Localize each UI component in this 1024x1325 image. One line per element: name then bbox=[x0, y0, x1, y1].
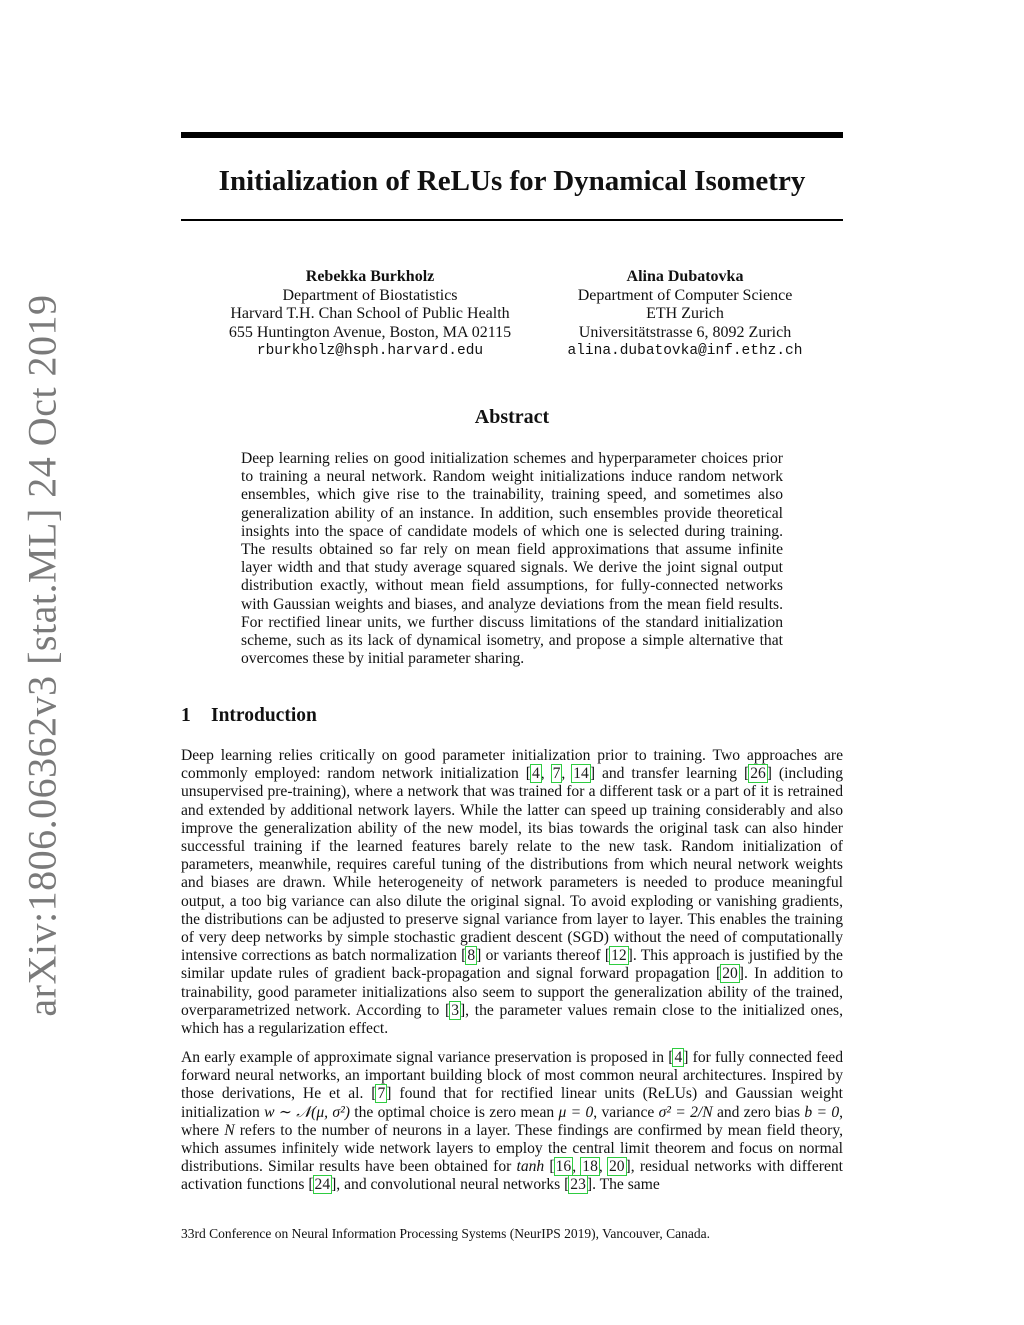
math-expression: b = 0 bbox=[804, 1103, 840, 1121]
abstract-text: Deep learning relies on good initialization schemes and hyperparameter choices prior to training a neural network. Random weight initializations induce random network ensembles, which give rise to the trainability, training speed, and sometimes also generalization ability of an instance. In addition, such ensembles provide theoretical insights into the space of candidate models of which one is selected during training. The results obtained so far rely on mean field approximations that assume infinite layer width and that study average squared signals. We derive the joint signal output distribution exactly, without mean field assumptions, for fully-connected networks with Gaussian weights and biases, and analyze deviations from the mean field results. For rectified linear units, we further discuss limitations of the standard initialization scheme, such as its lack of dynamical isometry, and propose a simple alternative that overcomes these by initial parameter sharing. bbox=[241, 450, 783, 668]
text-run: , where bbox=[181, 1103, 844, 1139]
author-block-2 bbox=[540, 268, 830, 361]
author-name: Alina Dubatovka bbox=[626, 268, 744, 285]
text-run: ], and convolutional neural networks [ bbox=[331, 1176, 570, 1194]
section-title: Introduction bbox=[211, 705, 317, 726]
citation-link[interactable]: 18 bbox=[582, 1158, 598, 1176]
citation-link[interactable]: 4 bbox=[531, 765, 540, 783]
conference-footnote: 33rd Conference on Neural Information Processing Systems (NeurIPS 2019), Vancouver, Canada. bbox=[181, 1226, 710, 1241]
citation-link[interactable]: 23 bbox=[570, 1176, 586, 1194]
text-run: [ bbox=[544, 1158, 555, 1176]
text-run: the optimal choice is zero mean bbox=[349, 1103, 559, 1121]
abstract-heading: Abstract bbox=[474, 406, 550, 428]
text-run: ] or variants thereof [ bbox=[476, 947, 611, 965]
text-run: ] for fully connected feed forward neural networks, an important building block of most common neural architectures. Inspired by those derivations, He et al. [ bbox=[181, 1049, 843, 1103]
citation-link[interactable]: 24 bbox=[314, 1176, 331, 1194]
math-expression: tanh bbox=[516, 1158, 545, 1176]
math-expression: N bbox=[224, 1121, 235, 1139]
citation-link[interactable]: 8 bbox=[467, 947, 476, 965]
text-run: , bbox=[572, 1158, 582, 1176]
author-email[interactable]: rburkholz@hsph.harvard.edu bbox=[256, 343, 484, 359]
author-affiliation-line: Department of Biostatistics bbox=[282, 286, 458, 304]
author-block-1 bbox=[212, 268, 528, 361]
citation-link[interactable]: 4 bbox=[674, 1049, 683, 1066]
citation-link[interactable]: 12 bbox=[611, 947, 627, 965]
math-expression: σ² = 2/N bbox=[658, 1103, 713, 1121]
intro-paragraph-1 bbox=[181, 747, 843, 1038]
math-expression: w ∼ 𝒩(μ, σ²) bbox=[264, 1103, 350, 1121]
text-run: , bbox=[561, 765, 573, 783]
intro-paragraph-2 bbox=[181, 1049, 843, 1195]
arxiv-identifier bbox=[14, 293, 70, 1017]
math-expression: μ = 0 bbox=[558, 1103, 594, 1121]
arxiv-identifier-text: arXiv:1806.06362v3 [stat.ML] 24 Oct 2019 bbox=[19, 293, 65, 1017]
title-rule-bottom bbox=[181, 219, 843, 221]
citation-link[interactable]: 14 bbox=[573, 765, 589, 783]
citation-link[interactable]: 20 bbox=[722, 965, 738, 983]
text-run: An early example of approximate signal variance preservation is proposed in [ bbox=[181, 1049, 674, 1066]
title-rule-top bbox=[181, 132, 843, 138]
citation-link[interactable]: 7 bbox=[377, 1085, 386, 1103]
author-affiliation-line: Universitätstrasse 6, 8092 Zurich bbox=[578, 323, 792, 341]
text-run: , variance bbox=[593, 1103, 659, 1121]
citation-link[interactable]: 16 bbox=[555, 1158, 572, 1176]
section-heading-introduction bbox=[181, 705, 317, 727]
text-run: ]. This approach is justified by the similar update rules of gradient back-propagation and signal forward propagation [ bbox=[181, 947, 843, 983]
text-run: and zero bias bbox=[712, 1103, 805, 1121]
paper-title: Initialization of ReLUs for Dynamical Isometry bbox=[218, 165, 806, 197]
author-email[interactable]: alina.dubatovka@inf.ethz.ch bbox=[567, 343, 803, 359]
text-run: refers to the number of neurons in a layer. These findings are confirmed by mean field theory, which assumes infinitely wide network layers to employ the central limit theorem and focus on normal distributions. Similar results have been obtained for bbox=[181, 1121, 844, 1176]
section-number: 1 bbox=[181, 705, 191, 726]
citation-link[interactable]: 26 bbox=[750, 765, 766, 783]
author-affiliation-line: 655 Huntington Avenue, Boston, MA 02115 bbox=[228, 323, 512, 341]
author-affiliation-line: Harvard T.H. Chan School of Public Health bbox=[230, 305, 510, 322]
author-affiliation-line: ETH Zurich bbox=[646, 305, 724, 322]
text-run: , bbox=[598, 1158, 608, 1176]
text-run: ]. The same bbox=[586, 1176, 660, 1194]
text-run: ], residual networks with different activation functions [ bbox=[181, 1158, 843, 1194]
author-affiliation-line: Department of Computer Science bbox=[577, 286, 793, 304]
text-run: ]. In addition to trainability, good parameter initializations also seem to support the generalization ability of the trained, overparametrized network. According to [ bbox=[181, 965, 844, 1019]
author-name: Rebekka Burkholz bbox=[305, 268, 435, 285]
text-run: ] (including unsupervised pre-training), where a network that was trained for a different task or a part of it is retrained and extended by additional network layers. While the latter can speed up training considerably and also improve the generalization ability of the new model, its bias towards the original task can also hinder successful training if the learned features barely relate to the new task. Random initialization of parameters, meanwhile, requires careful tuning of the distributions from which neural network weights and biases are drawn. While heterogeneity of network parameters is needed to produce meaningful output, a too big variance can also dilute the original signal. To avoid exploding or vanishing gradients, the distributions can be adjusted to preserve signal variance from layer to layer. This enables the training of very deep networks by simple stochastic gradient descent (SGD) without the need of computationally intensive corrections as batch normalization [ bbox=[181, 765, 844, 965]
text-run: , bbox=[540, 765, 552, 783]
text-run: Deep learning relies critically on good parameter initialization prior to training. Two approaches are commonly employed: random network initialization [ bbox=[181, 747, 843, 783]
text-run: ], the parameter values remain close to the initialized ones, which has a regularization effect. bbox=[181, 1001, 843, 1038]
citation-link[interactable]: 3 bbox=[451, 1001, 459, 1019]
citation-link[interactable]: 7 bbox=[552, 765, 561, 783]
text-run: ] and transfer learning [ bbox=[589, 765, 750, 783]
text-run: ] found that for rectified linear units (ReLUs) and Gaussian weight initialization bbox=[181, 1085, 843, 1121]
citation-link[interactable]: 20 bbox=[608, 1158, 625, 1176]
